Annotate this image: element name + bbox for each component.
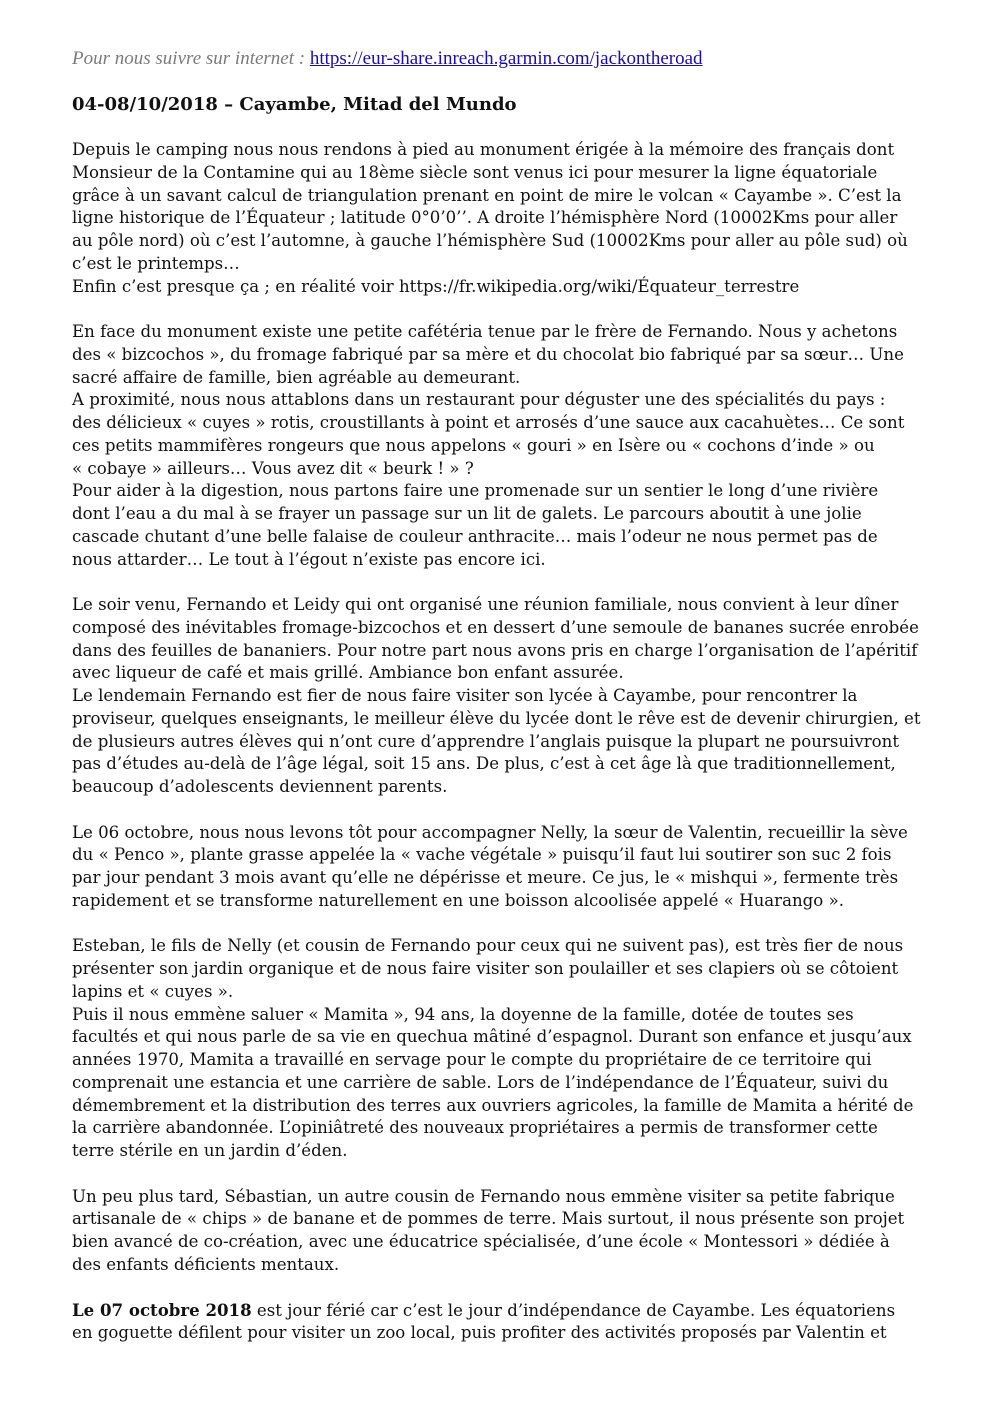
- paragraph-line: des enfants déficients mentaux.: [72, 1254, 340, 1274]
- paragraph-line: Monsieur de la Contamine qui au 18ème siècle sont venus ici pour mesurer la ligne équatoriale: [72, 162, 878, 182]
- follow-intro: Pour nous suivre sur internet :: [72, 48, 310, 69]
- paragraph-line: démembrement et la distribution des terres aux ouvriers agricoles, la famille de Mamita a hérité de: [72, 1095, 914, 1115]
- blank-line: [72, 71, 962, 94]
- paragraph-line: Puis il nous emmène saluer « Mamita », 94 ans, la doyenne de la famille, dotée de toutes ses: [72, 1004, 854, 1024]
- paragraph-line: en goguette défilent pour visiter un zoo local, puis profiter des activités proposés par Valentin et: [72, 1323, 887, 1342]
- paragraph-line: Le 06 octobre, nous nous levons tôt pour accompagner Nelly, la sœur de Valentin, recueillir la sève: [72, 822, 908, 842]
- paragraph-last: [72, 1299, 962, 1345]
- body-text: [72, 139, 962, 1299]
- paragraph-line: dont l’eau a du mal à se frayer un passage sur un lit de galets. Le parcours aboutit à une jolie: [72, 504, 862, 523]
- blank-line: [72, 1277, 962, 1300]
- blank-line: [72, 116, 962, 139]
- paragraph-line: proviseur, quelques enseignants, le meilleur élève du lycée dont le rêve est de devenir chirurgien, et: [72, 708, 921, 728]
- paragraph-line: Le lendemain Fernando est fier de nous faire visiter son lycée à Cayambe, pour rencontrer la: [72, 686, 858, 705]
- paragraph-line: « cobaye » ailleurs… Vous avez dit « beurk ! » ?: [72, 458, 474, 478]
- paragraph-3: [72, 594, 962, 822]
- blank-line: [72, 1163, 962, 1186]
- paragraph-4: [72, 822, 962, 936]
- paragraph-line: années 1970, Mamita a travaillé en servage pour le compte du propriétaire de ce territoire qui: [72, 1050, 872, 1069]
- paragraph-line: présenter son jardin organique et de nous faire visiter son poulailler et ses clapiers où se côtoient: [72, 959, 899, 978]
- blank-line: [72, 571, 962, 594]
- paragraph-line: du « Penco », plante grasse appelée la « vache végétale » puisqu’il faut lui soutirer son suc 2 fois: [72, 845, 892, 865]
- paragraph-line: ligne historique de l’Équateur ; latitude 0°0’0’’. A droite l’hémisphère Nord (10002Kms pour aller: [72, 208, 898, 228]
- paragraph-line: Enfin c’est presque ça ; en réalité voir https://fr.wikipedia.org/wiki/Équateur_terrestre: [72, 276, 800, 296]
- paragraph-line: des délicieux « cuyes » rotis, croustillants à point et arrosés d’une sauce aux cacahuètes… Ce sont: [72, 413, 905, 432]
- paragraph-line: dans des feuilles de bananiers. Pour notre part nous avons pris en charge l’organisation de l’apéritif: [72, 640, 918, 660]
- paragraph-line: sacré affaire de famille, bien agréable au demeurant.: [72, 367, 521, 387]
- paragraph-line: Le soir venu, Fernando et Leidy qui ont organisé une réunion familiale, nous convient à leur dîner: [72, 595, 899, 614]
- paragraph-line: Esteban, le fils de Nelly (et cousin de Fernando pour ceux qui ne suivent pas), est très fier de nous: [72, 936, 904, 956]
- paragraph-line: au pôle nord) où c’est l’automne, à gauche l’hémisphère Sud (10002Kms pour aller au pôle sud) où: [72, 231, 908, 250]
- paragraph-line: bien avancé de co-création, avec une éducatrice spécialisée, d’une école « Montessori » dédiée à: [72, 1232, 890, 1251]
- paragraph-line: pas d’études au-delà de l’âge légal, soit 15 ans. De plus, c’est à cet âge là que traditionnellement,: [72, 754, 896, 774]
- paragraph-line: En face du monument existe une petite cafétéria tenue par le frère de Fernando. Nous y achetons: [72, 322, 898, 341]
- follow-line: [72, 48, 962, 71]
- paragraph-line: [72, 1299, 962, 1322]
- paragraph-line: beaucoup d’adolescents deviennent parents.: [72, 777, 448, 796]
- paragraph-line: c’est le printemps…: [72, 253, 240, 273]
- paragraph-line: rapidement et se transforme naturellement en une boisson alcoolisée appelé « Huarango ».: [72, 890, 844, 910]
- paragraph-line: Depuis le camping nous nous rendons à pied au monument érigée à la mémoire des français dont: [72, 140, 895, 159]
- paragraph-line: ces petits mammifères rongeurs que nous appelons « gouri » en Isère ou « cochons d’inde » ou: [72, 435, 875, 455]
- paragraph-line: terre stérile en un jardin d’éden.: [72, 1141, 348, 1160]
- blank-line: [72, 298, 962, 321]
- blank-line: [72, 913, 962, 936]
- paragraph-2: [72, 321, 962, 594]
- paragraph-line: lapins et « cuyes ».: [72, 981, 234, 1001]
- paragraph-line: grâce à un savant calcul de triangulation prenant en point de mire le volcan « Cayambe ». C’est la: [72, 185, 902, 205]
- blank-line: [72, 799, 962, 822]
- line-text: est jour férié car c’est le jour d’indépendance de Cayambe. Les équatoriens: [251, 1301, 896, 1321]
- paragraph-6: [72, 1186, 962, 1300]
- paragraph-line: de plusieurs autres élèves qui n’ont cure d’apprendre l’anglais puisque la plupart ne poursuivront: [72, 731, 899, 751]
- paragraph-line: la carrière abandonnée. L’opiniâtreté des nouveaux propriétaires a permis de transformer cette: [72, 1118, 878, 1138]
- paragraph-line: Un peu plus tard, Sébastian, un autre cousin de Fernando nous emmène visiter sa petite fabrique: [72, 1186, 895, 1206]
- paragraph-1: [72, 139, 962, 321]
- section-heading: 04-08/10/2018 – Cayambe, Mitad del Mundo: [72, 93, 517, 115]
- paragraph-line: composé des inévitables fromage-bizcochos et en dessert d’une semoule de bananes sucrée enrobée: [72, 617, 919, 637]
- paragraph-line: avec liqueur de café et mais grillé. Ambiance bon enfant assurée.: [72, 663, 624, 683]
- paragraph-5: [72, 935, 962, 1185]
- paragraph-line: A proximité, nous nous attablons dans un restaurant pour déguster une des spécialités du pays :: [72, 390, 886, 410]
- paragraph-line: cascade chutant d’une belle falaise de couleur anthracite… mais l’odeur ne nous permet pas de: [72, 526, 878, 546]
- paragraph-line: artisanale de « chips » de banane et de pommes de terre. Mais surtout, il nous présente son projet: [72, 1209, 905, 1229]
- paragraph-line: des « bizcochos », du fromage fabriqué par sa mère et du chocolat bio fabriqué par sa sœur… Une: [72, 344, 904, 364]
- paragraph-line: comprenait une estancia et une carrière de sable. Lors de l’indépendance de l’Équateur, suivi du: [72, 1072, 889, 1092]
- paragraph-line: par jour pendant 3 mois avant qu’elle ne dépérisse et meure. Ce jus, le « mishqui », fermente très: [72, 868, 899, 887]
- date-bold: Le 07 octobre 2018: [72, 1300, 252, 1321]
- document-page: [72, 48, 962, 1345]
- tracking-link[interactable]: https://eur-share.inreach.garmin.com/jackontheroad: [309, 48, 703, 69]
- paragraph-line: Pour aider à la digestion, nous partons faire une promenade sur un sentier le long d’une rivière: [72, 481, 879, 501]
- paragraph-line: facultés et qui nous parle de sa vie en quechua mâtiné d’espagnol. Durant son enfance et jusqu’aux: [72, 1027, 912, 1047]
- paragraph-line: nous attarder… Le tout à l’égout n’existe pas encore ici.: [72, 549, 546, 569]
